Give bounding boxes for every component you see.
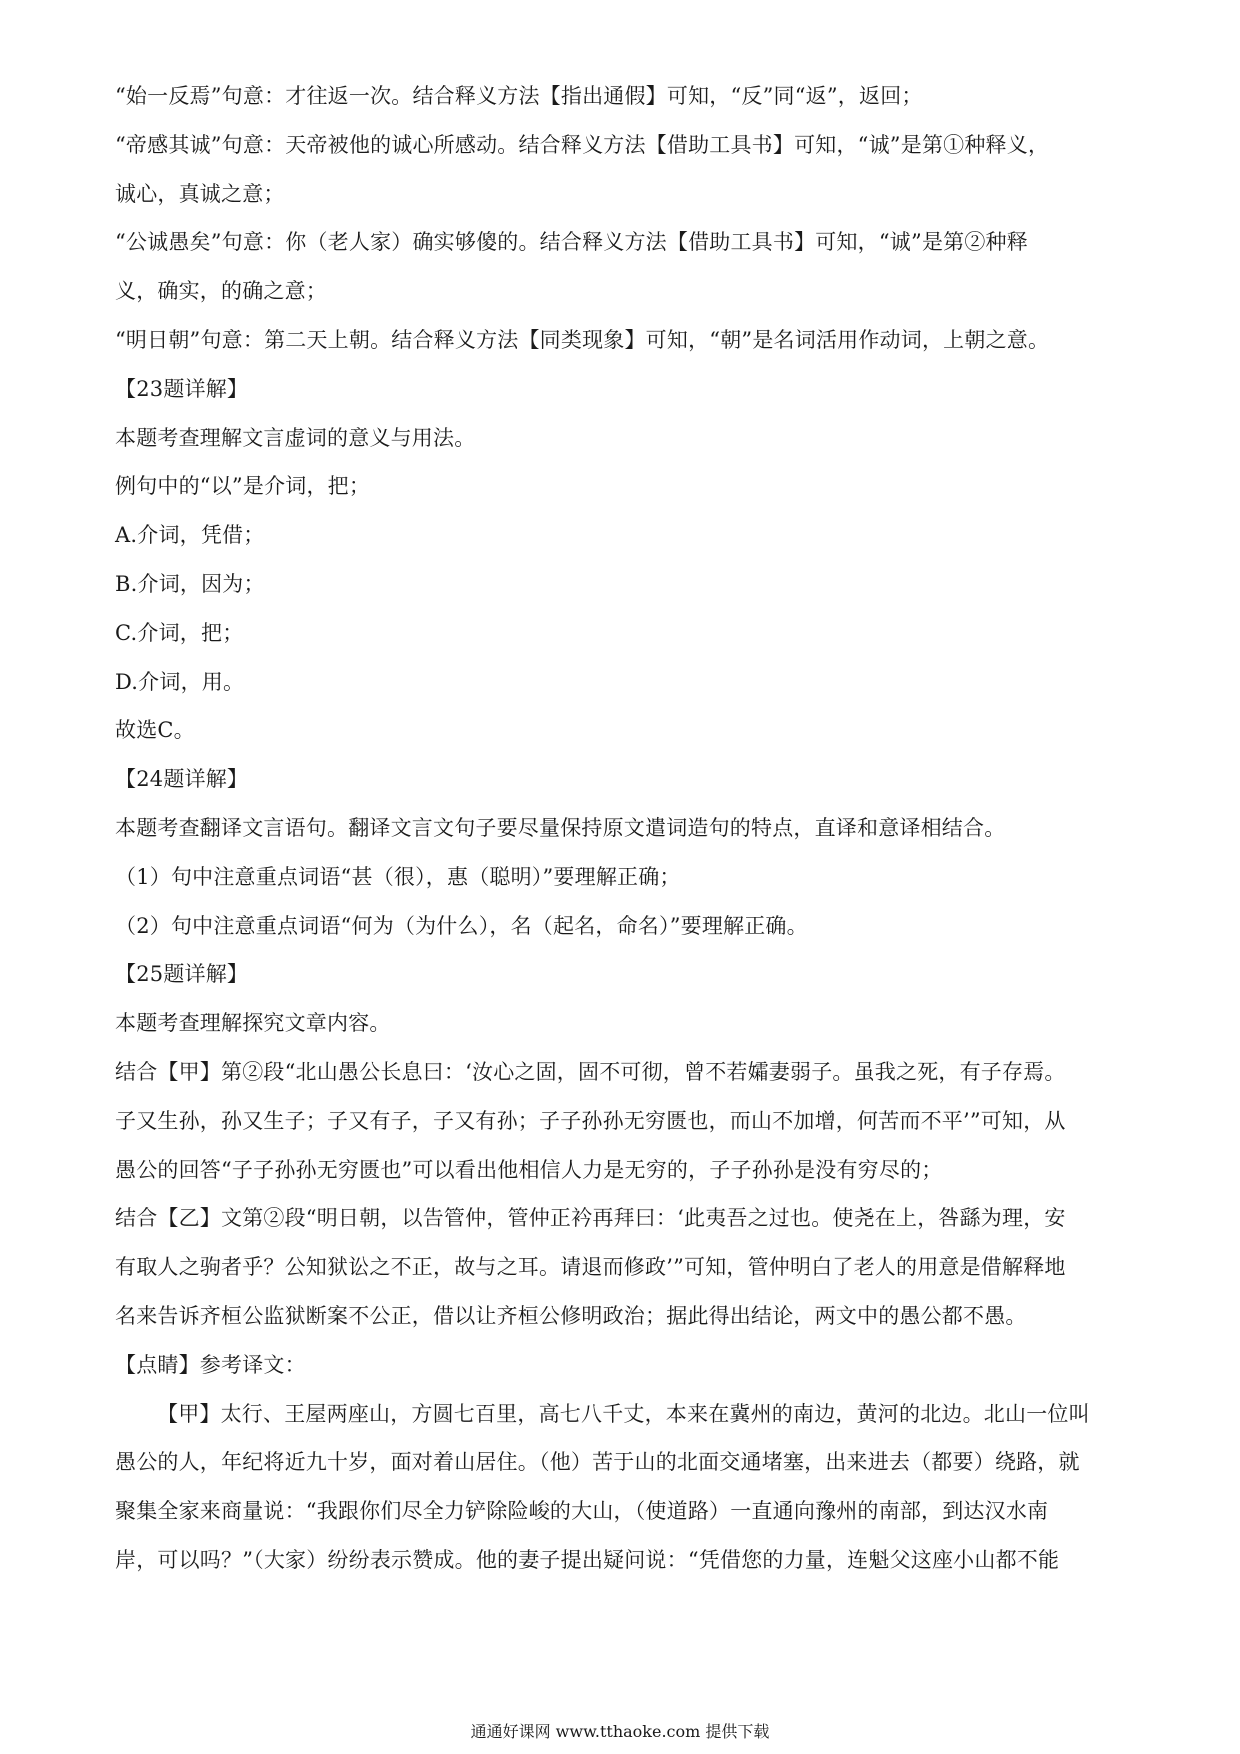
option-line: D.介词，用。 (115, 669, 245, 694)
text-line: 结合【甲】第②段“北山愚公长息曰：‘汝心之固，固不可彻，曾不若孀妻弱子。虽我之死，有子存焉。 (115, 1059, 1066, 1084)
option-line: A.介词，凭借； (115, 523, 265, 548)
section-heading: 【24题详解】 (115, 767, 249, 792)
text-line: “始一反焉”句意：才往返一次。结合释义方法【指出通假】可知，“反”同“返”，返回； (115, 84, 923, 108)
page-footer: 通通好课网 www.tthaoke.com 提供下载 (470, 1722, 770, 1741)
text-line: 本题考查理解探究文章内容。 (115, 1011, 391, 1036)
document-body (115, 82, 1125, 1574)
answer-line: 故选C。 (115, 718, 195, 743)
text-line: 诚心，真诚之意； (115, 181, 285, 206)
text-line: 【甲】太行、王屋两座山，方圆七百里，高七八千丈，本来在冀州的南边，黄河的北边。北山一位叫 (157, 1401, 1090, 1426)
option-line: C.介词，把； (115, 620, 244, 645)
text-line: 义，确实，的确之意； (115, 279, 327, 304)
text-line: “帝感其诚”句意：天帝被他的诚心所感动。结合释义方法【借助工具书】可知，“诚”是第①种释义， (115, 132, 1050, 157)
option-line: B.介词，因为； (115, 571, 265, 596)
text-line: 结合【乙】文第②段“明日朝，以告管仲，管仲正衿再拜曰：‘此夷吾之过也。使尧在上，咎繇为理，安 (115, 1206, 1066, 1231)
section-heading: 【25题详解】 (115, 962, 249, 987)
text-line: 岸，可以吗？”（大家）纷纷表示赞成。他的妻子提出疑问说：“凭借您的力量，连魁父这座小山都不能 (115, 1547, 1060, 1572)
text-line: 本题考查翻译文言语句。翻译文言文句子要尽量保持原文遣词造句的特点，直译和意译相结合。 (115, 815, 1006, 840)
text-line: （2）句中注意重点词语“何为（为什么），名（起名，命名）”要理解正确。 (115, 913, 808, 938)
text-line: 例句中的“以”是介词，把； (115, 474, 371, 499)
text-line: “公诚愚矣”句意：你（老人家）确实够傻的。结合释义方法【借助工具书】可知，“诚”是第②种释 (115, 230, 1028, 255)
text-line: 子又生孙，孙又生子；子又有子，子又有孙；子子孙孙无穷匮也，而山不加增，何苦而不平’”可知，从 (115, 1108, 1066, 1133)
text-line: 名来告诉齐桓公监狱断案不公正，借以让齐桓公修明政治；据此得出结论，两文中的愚公都不愚。 (115, 1303, 1027, 1328)
text-line: 愚公的回答“子子孙孙无穷匮也”可以看出他相信人力是无穷的，子子孙孙是没有穷尽的； (115, 1157, 943, 1182)
section-heading: 【23题详解】 (115, 376, 249, 401)
text-line: 有取人之驹者乎？公知狱讼之不正，故与之耳。请退而修政’”可知，管仲明白了老人的用意是借解释地 (115, 1255, 1066, 1280)
text-line: 本题考查理解文言虚词的意义与用法。 (115, 425, 476, 450)
text-line: （1）句中注意重点词语“甚（很），惠（聪明）”要理解正确； (115, 864, 681, 889)
text-line: 愚公的人，年纪将近九十岁，面对着山居住。（他）苦于山的北面交通堵塞，出来进去（都要）绕路，就 (115, 1450, 1080, 1475)
text-line: “明日朝”句意：第二天上朝。结合释义方法【同类现象】可知，“朝”是名词活用作动词，上朝之意。 (115, 327, 1050, 352)
text-line: 聚集全家来商量说：“我跟你们尽全力铲除险峻的大山，（使道路）一直通向豫州的南部，到达汉水南 (115, 1499, 1049, 1524)
section-heading: 【点睛】参考译文： (115, 1352, 306, 1377)
